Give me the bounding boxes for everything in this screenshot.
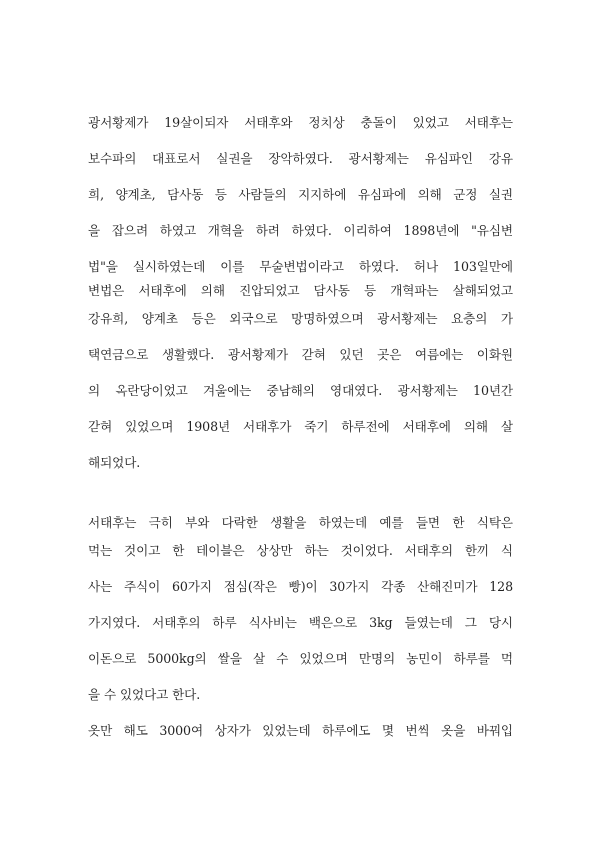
text-line: 희, 양계초, 담사동 등 사람들의 지지하에 유심파에 의해 군정 실권 bbox=[88, 187, 513, 202]
text-line: 법"을 실시하였는데 이를 무술변법이라고 하였다. 허나 103일만에 bbox=[88, 259, 513, 274]
text-line: 의 옥란당이었고 겨울에는 중남해의 영대였다. 광서황제는 10년간 bbox=[88, 383, 513, 398]
text-line: 보수파의 대표로서 실권을 장악하였다. 광서황제는 유심파인 강유 bbox=[88, 151, 513, 166]
text-line: 을 수 있었다고 한다. bbox=[88, 687, 201, 702]
text-line: 옷만 해도 3000여 상자가 있었는데 하루에도 몇 번씩 옷을 바꿔입 bbox=[88, 723, 513, 738]
text-line: 가지였다. 서태후의 하루 식사비는 백은으로 3kg 들였는데 그 당시 bbox=[88, 615, 513, 630]
text-line: 택연금으로 생활했다. 광서황제가 갇혀 있던 곳은 여름에는 이화원 bbox=[88, 347, 513, 362]
text-line: 강유희, 양계초 등은 외국으로 망명하였으며 광서황제는 요층의 가 bbox=[88, 311, 513, 326]
text-line: 을 잡으려 하였고 개혁을 하려 하였다. 이리하여 1898년에 "유심변 bbox=[88, 223, 513, 238]
text-line: 서태후는 극히 부와 다락한 생활을 하였는데 예를 들면 한 식탁은 bbox=[88, 515, 513, 530]
text-line: 해되었다. bbox=[88, 455, 141, 470]
text-line: 먹는 것이고 한 테이블은 상상만 하는 것이었다. 서태후의 한끼 식 bbox=[88, 543, 513, 558]
text-line: 사는 주식이 60가지 점심(작은 빵)이 30가지 각종 산해진미가 128 bbox=[88, 579, 513, 594]
text-line: 변법은 서태후에 의해 진압되었고 담사동 등 개혁파는 살해되었고 bbox=[88, 283, 513, 298]
text-line: 갇혀 있었으며 1908년 서태후가 죽기 하루전에 서태후에 의해 살 bbox=[88, 419, 513, 434]
text-line: 광서황제가 19살이되자 서태후와 정치상 충돌이 있었고 서태후는 bbox=[88, 115, 513, 130]
text-line: 이돈으로 5000kg의 쌀을 살 수 있었으며 만명의 농민이 하루를 먹 bbox=[88, 651, 513, 666]
